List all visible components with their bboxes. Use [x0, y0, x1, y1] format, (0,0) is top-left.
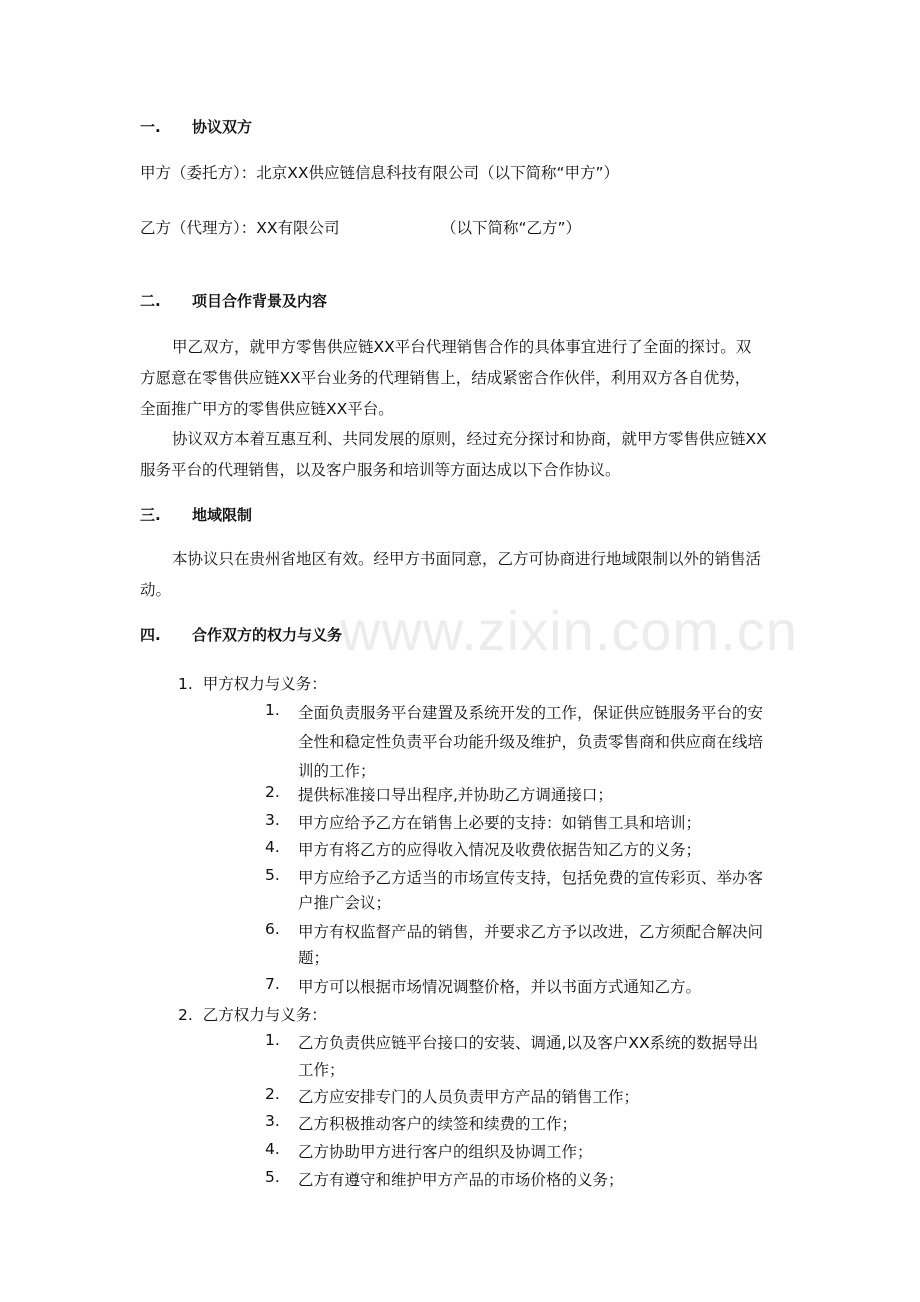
item-line: 乙方负责供应链平台接口的安装、调通,以及客户XX系统的数据导出 — [298, 1034, 759, 1052]
item-line: 甲方应给予乙方在销售上必要的支持：如销售工具和培训； — [298, 814, 702, 832]
party-b-line: 乙方（代理方）：XX有限公司 — [140, 219, 340, 237]
paragraph-line: 动。 — [140, 581, 172, 599]
item-line: 乙方协助甲方进行客户的组织及协调工作； — [298, 1143, 593, 1161]
list-heading-party-b — [178, 1003, 327, 1025]
background-paragraph-1 — [140, 332, 785, 425]
item-line: 提供标准接口导出程序,并协助乙方调通接口； — [298, 786, 613, 804]
item-line: 训的工作； — [298, 762, 376, 780]
section-number: 一. — [140, 118, 161, 136]
item-number: 1. — [265, 1031, 280, 1049]
party-b-alias: （以下简称“乙方”） — [441, 219, 582, 237]
item-line: 甲方可以根据市场情况调整价格，并以书面方式通知乙方。 — [298, 978, 702, 996]
item-line: 乙方积极推动客户的续签和续费的工作； — [298, 1115, 578, 1133]
region-paragraph — [140, 544, 785, 606]
item-number: 1. — [265, 701, 280, 719]
section-title: 协议双方 — [192, 118, 253, 136]
section-number: 三. — [140, 506, 161, 524]
item-number: 4. — [265, 838, 280, 856]
list-number: 1. — [178, 675, 193, 693]
section-title: 项目合作背景及内容 — [192, 292, 328, 310]
section-title: 合作双方的权力与义务 — [192, 626, 343, 644]
list-number: 2. — [178, 1006, 193, 1024]
item-line: 乙方应安排专门的人员负责甲方产品的销售工作； — [298, 1088, 640, 1106]
party-a-line: 甲方（委托方）：北京XX供应链信息科技有限公司（以下简称“甲方”） — [140, 164, 620, 182]
paragraph-line: 方愿意在零售供应链XX平台业务的代理销售上，结成紧密合作伙伴，利用双方各自优势， — [140, 369, 751, 387]
list-heading-party-a — [178, 672, 327, 694]
item-number: 3. — [265, 811, 280, 829]
list-title: 乙方权力与义务： — [202, 1006, 327, 1024]
paragraph-line: 本协议只在贵州省地区有效。经甲方书面同意，乙方可协商进行地域限制以外的销售活 — [172, 550, 762, 568]
item-number: 4. — [265, 1140, 280, 1158]
section-number: 二. — [140, 292, 161, 310]
item-line: 乙方有遵守和维护甲方产品的市场价格的义务； — [298, 1171, 624, 1189]
item-line: 户推广会议； — [298, 894, 392, 912]
item-line: 全面负责服务平台建置及系统开发的工作，保证供应链服务平台的安 — [298, 704, 764, 722]
paragraph-line: 协议双方本着互惠互利、共同发展的原则，经过充分探讨和协商，就甲方零售供应链XX — [172, 430, 767, 448]
item-line: 甲方应给予乙方适当的市场宣传支持，包括免费的宣传彩页、举办客 — [298, 869, 764, 887]
section-number: 四. — [140, 626, 161, 644]
item-number: 2. — [265, 1085, 280, 1103]
item-line: 工作； — [298, 1061, 345, 1079]
item-line: 甲方有权监督产品的销售，并要求乙方予以改进，乙方须配合解决问 — [298, 923, 764, 941]
paragraph-line: 全面推广甲方的零售供应链XX平台。 — [140, 400, 394, 418]
item-number: 6. — [265, 920, 280, 938]
paragraph-line: 甲乙双方，就甲方零售供应链XX平台代理销售合作的具体事宜进行了全面的探讨。双 — [172, 338, 752, 356]
watermark: www.zixin.com.cn — [340, 599, 798, 662]
item-number: 3. — [265, 1112, 280, 1130]
item-number: 5. — [265, 1168, 280, 1186]
item-line: 甲方有将乙方的应得收入情况及收费依据告知乙方的义务； — [298, 841, 702, 859]
background-paragraph-2 — [140, 424, 785, 486]
paragraph-line: 服务平台的代理销售，以及客户服务和培训等方面达成以下合作协议。 — [140, 461, 621, 479]
section-title: 地域限制 — [192, 506, 253, 524]
item-number: 2. — [265, 783, 280, 801]
item-number: 7. — [265, 975, 280, 993]
item-line: 全性和稳定性负责平台功能升级及维护，负责零售商和供应商在线培 — [298, 733, 764, 751]
item-number: 5. — [265, 866, 280, 884]
item-line: 题； — [298, 949, 330, 967]
list-title: 甲方权力与义务： — [202, 675, 327, 693]
